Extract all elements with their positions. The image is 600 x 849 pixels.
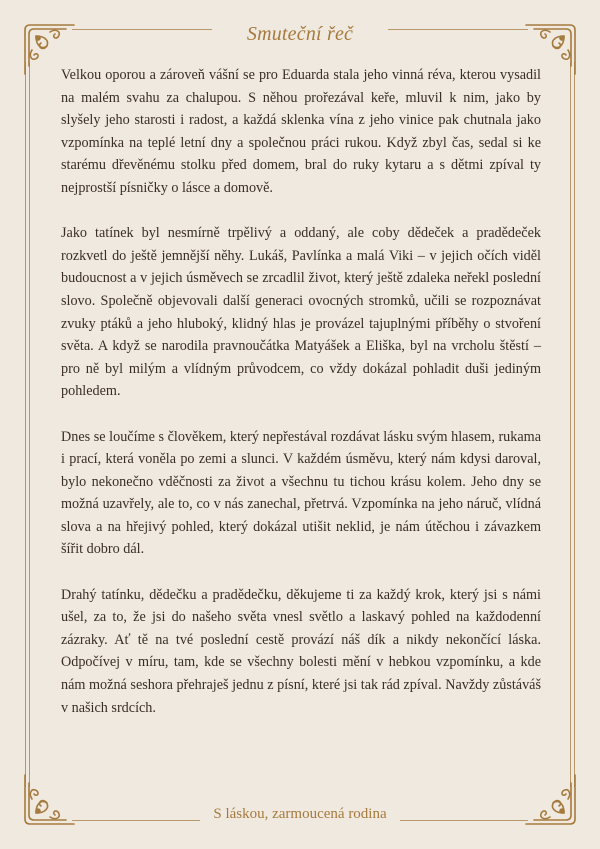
corner-ornament-icon: [16, 771, 78, 833]
paragraph: Velkou oporou a zároveň vášní se pro Eduarda stala jeho vinná réva, kterou vysadil na malém svahu za chalupou. S něhou prořezával keře, mluvil k nim, jako by slyšely jeho starosti i radost, a každá sklenka vína z jeho vinice pak chutnala jako vzpomínka na teplé letní dny a společnou práci rukou. Když zbyl čas, sedal si ke starému dřevěnému stolku před domem, bral do ruky kytaru a s dětmi zpíval ty nejprostší písničky o lásce a domově.: [61, 67, 541, 196]
body-text: [61, 64, 541, 742]
frame-right-outer: [574, 62, 575, 787]
paragraph: Dnes se loučíme s člověkem, který nepřestával rozdávat lásku svým hlasem, rukama i prací, která voněla po zemi a slunci. V každém úsměvu, který nám kdysi daroval, bylo nekonečno vděčnosti za život a všechnu tu tichou krásu kolem. Jeho dny se možná uzavřely, ale to, co v nás zanechal, přetrvá. Vzpomínka na jeho náruč, vlídná slova a na hřejivý pohled, který dokázal utišit neklid, je nám útěchou i závazkem šířit dobro dál.: [61, 428, 541, 558]
frame-left-inner: [29, 62, 30, 787]
frame-right-inner: [570, 62, 571, 787]
signature: S láskou, zarmoucená rodina: [213, 806, 387, 822]
paragraph: Drahý tatínku, dědečku a pradědečku, děkujeme ti za každý krok, který jsi s námi ušel, za to, že jsi do našeho světa vnesl světlo a laskavý pohled na každodenní zázraky. Ať tě na tvé poslední cestě provází náš dík a nikdy nekončící láska. Odpočívej v míru, tam, kde se všechny bolesti mění v hebkou vzpomínku, a kde nám možná seshora přehraješ jednu z písní, které jsi tak rád zpíval. Navždy zůstáváš v našich srdcích.: [61, 586, 541, 716]
frame-left-outer: [25, 62, 26, 787]
page-title: Smuteční řeč: [246, 23, 354, 45]
paragraph: Jako tatínek byl nesmírně trpělivý a oddaný, ale coby dědeček a pradědeček rozkvetl do ještě jemnější něhy. Lukáš, Pavlínka a malá Viki – v jejich očích viděl budoucnost a v jejich úsměvech se zrcadlil život, který ještě zdaleka neřekl poslední slovo. Společně objevovali další generaci ovocných stromků, učili se rozpoznávat zvuky ptáků a jeho hluboký, klidný hlas je provázel tajuplnými příběhy o stvoření světa. A když se narodila pravnoučátka Matyášek a Eliška, byl na vrcholu štěstí – pro ně byl milým a vlídným průvodcem, co vždy dokázal pohladit duši jediným pohledem.: [61, 225, 541, 400]
corner-ornament-icon: [522, 771, 584, 833]
